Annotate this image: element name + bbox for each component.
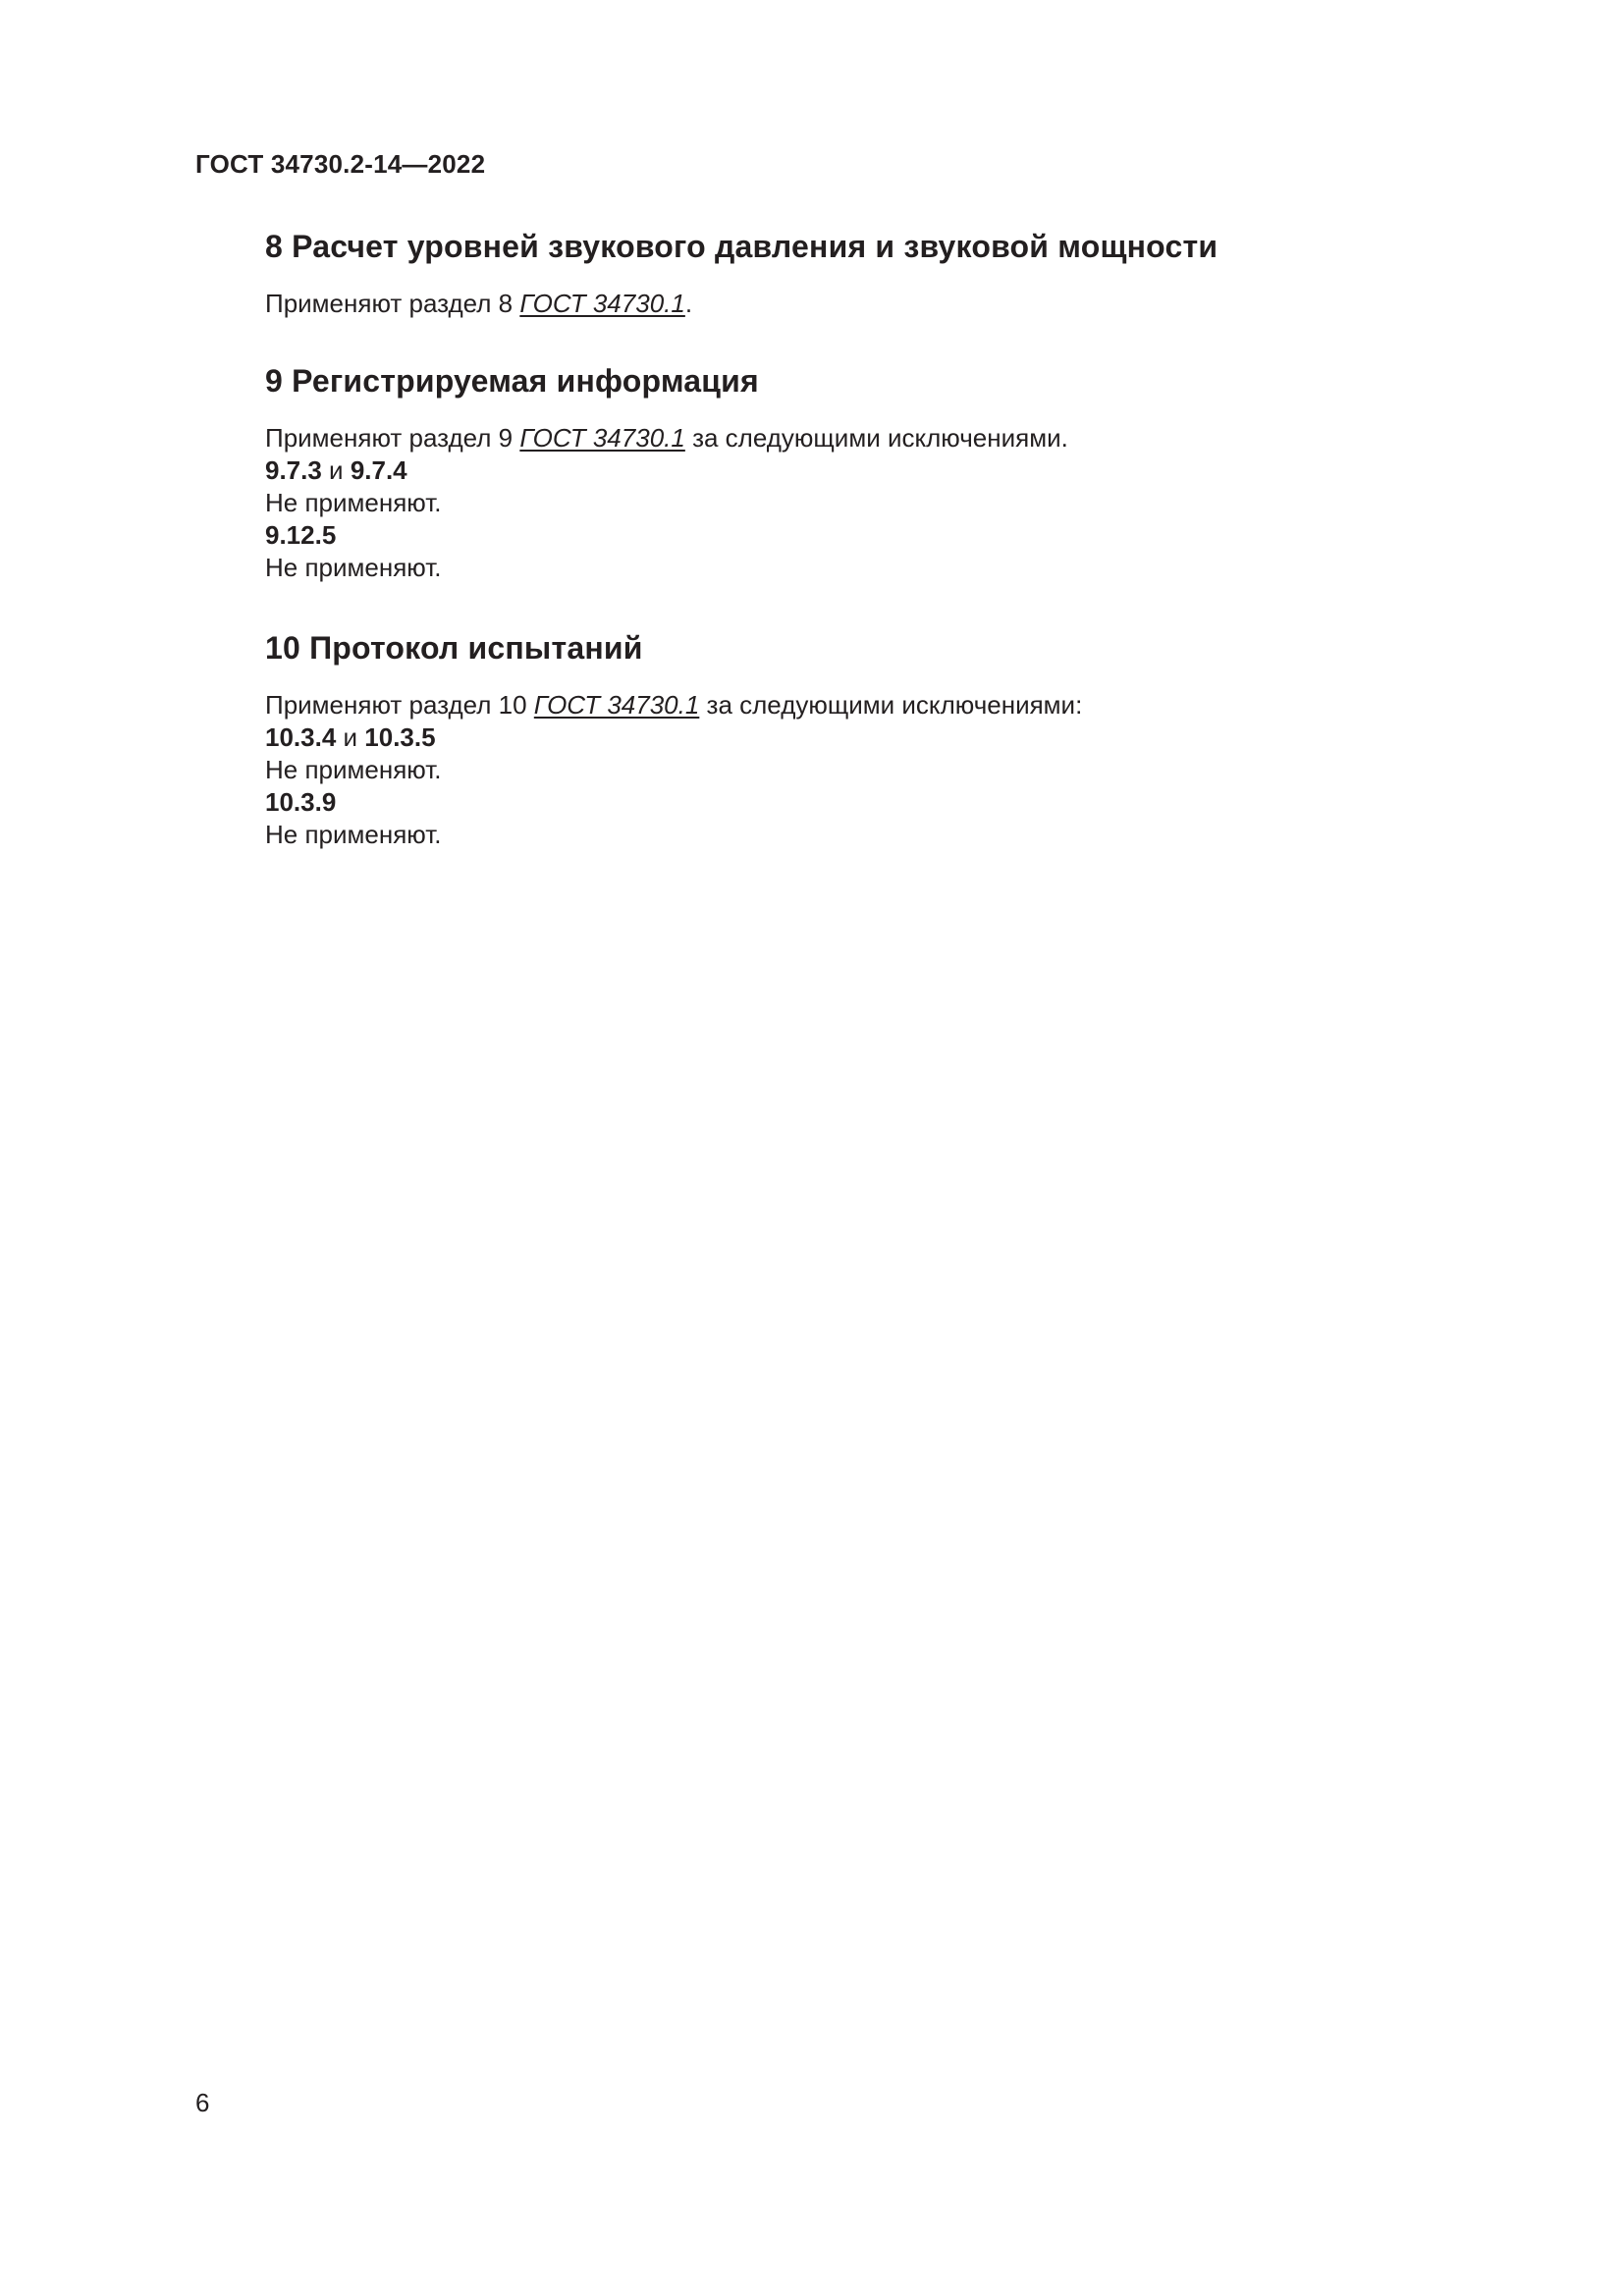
clause-text: Не применяют. <box>265 488 442 517</box>
section-intro <box>265 422 1443 454</box>
intro-suffix: за следующими исключениями: <box>699 690 1083 720</box>
running-header: ГОСТ 34730.2-14—2022 <box>195 149 486 179</box>
section-10 <box>265 629 1443 851</box>
section-heading: 9 Регистрируемая информация <box>265 363 759 399</box>
clause-id: 10.3.4 <box>265 722 337 752</box>
section-heading: 10 Протокол испытаний <box>265 630 643 666</box>
clause-text: Не применяют. <box>265 820 442 849</box>
section-9 <box>265 362 1443 584</box>
clause-text: Не применяют. <box>265 553 442 582</box>
section-intro <box>265 689 1443 721</box>
clause-text: Не применяют. <box>265 755 442 784</box>
clause-id: 10.3.5 <box>364 722 436 752</box>
intro-text: Применяют раздел 9 <box>265 423 520 453</box>
clause-number <box>265 721 1443 754</box>
section-heading: 8 Расчет уровней звукового давления и звуковой мощности <box>265 229 1218 264</box>
intro-suffix: за следующими исключениями. <box>684 423 1068 453</box>
standard-reference: ГОСТ 34730.1 <box>519 423 685 453</box>
clause-number <box>265 454 1443 487</box>
section-8 <box>265 228 1443 320</box>
page-number: 6 <box>195 2088 210 2117</box>
intro-suffix: . <box>684 289 693 318</box>
standard-reference: ГОСТ 34730.1 <box>519 289 685 318</box>
clause-number: 9.12.5 <box>265 520 337 550</box>
clause-number: 10.3.9 <box>265 787 337 817</box>
standard-reference: ГОСТ 34730.1 <box>533 690 700 720</box>
conjunction: и <box>321 455 351 485</box>
intro-text: Применяют раздел 10 <box>265 690 534 720</box>
conjunction: и <box>336 722 365 752</box>
clause-id: 9.7.3 <box>265 455 322 485</box>
clause-id: 9.7.4 <box>350 455 407 485</box>
section-intro <box>265 288 1443 320</box>
intro-text: Применяют раздел 8 <box>265 289 520 318</box>
